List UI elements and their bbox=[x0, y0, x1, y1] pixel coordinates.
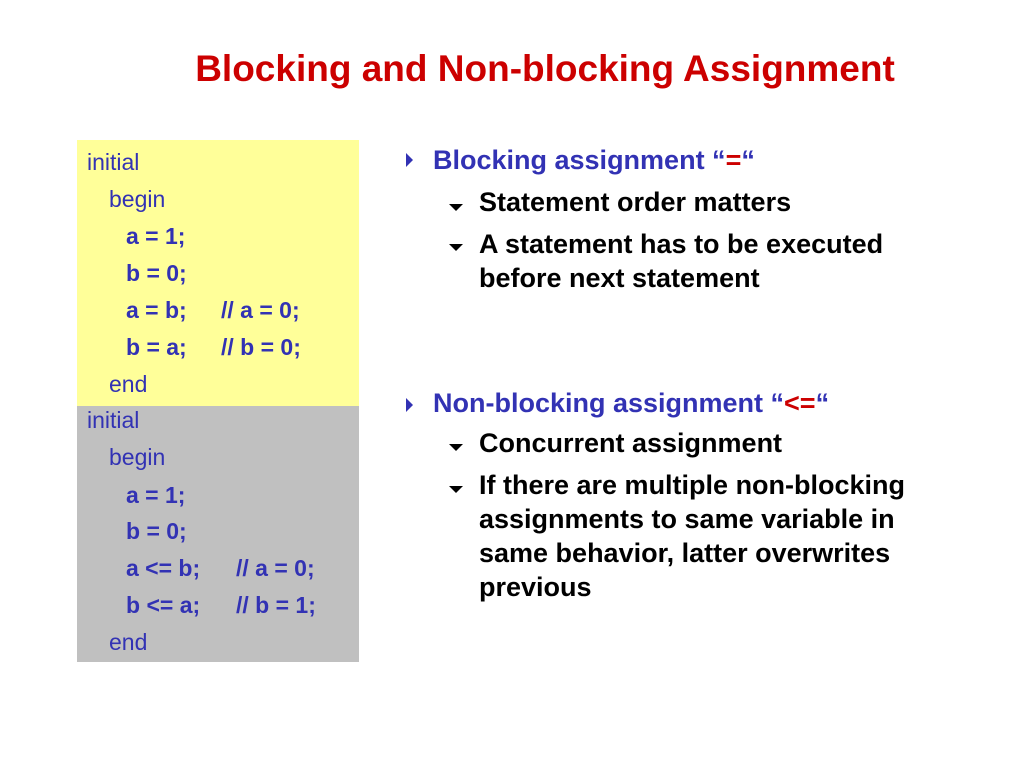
sub-bullet-arrow-icon bbox=[449, 204, 463, 211]
blocking-code-panel bbox=[77, 140, 359, 406]
operator-text: <= bbox=[784, 388, 816, 418]
code-line-end: end bbox=[109, 629, 148, 655]
code-line-statement: b = 0; bbox=[126, 518, 187, 544]
quote-text: “ bbox=[815, 388, 830, 418]
sub-bullet: Statement order matters bbox=[479, 187, 792, 217]
slide-title: Blocking and Non-blocking Assignment bbox=[195, 48, 895, 89]
nonblocking-code-panel bbox=[77, 406, 359, 662]
operator-text: = bbox=[725, 145, 742, 175]
bullet-arrow-icon bbox=[406, 398, 413, 412]
code-comment: // b = 0; bbox=[221, 334, 301, 360]
sub-bullet: If there are multiple non-blocking assignments to same variable in same behavior, latter overwrites previous bbox=[479, 470, 906, 602]
code-line-statement: a = 1; bbox=[126, 482, 186, 508]
sub-bullet-arrow-icon bbox=[449, 486, 463, 493]
sub-bullet-arrow-icon bbox=[449, 444, 463, 451]
code-line-statement: b = 0; bbox=[126, 260, 187, 286]
bullet-heading-text: Non-blocking assignment “ bbox=[433, 388, 785, 418]
sub-bullet: A statement has to be executed before next statement bbox=[479, 229, 884, 293]
code-line-statement: b = a; bbox=[126, 334, 187, 360]
code-line-statement: b <= a; bbox=[126, 592, 201, 618]
code-line-statement: a = b; bbox=[126, 297, 187, 323]
code-comment: // b = 1; bbox=[236, 592, 316, 618]
code-line-statement: a <= b; bbox=[126, 555, 201, 581]
code-line-initial: initial bbox=[87, 407, 140, 433]
code-comment: // a = 0; bbox=[221, 297, 300, 323]
bullet-heading-text: Blocking assignment “ bbox=[433, 145, 726, 175]
code-line-end: end bbox=[109, 371, 148, 397]
quote-text: “ bbox=[741, 145, 755, 175]
code-line-begin: begin bbox=[109, 444, 166, 470]
code-line-statement: a = 1; bbox=[126, 223, 186, 249]
code-line-initial: initial bbox=[87, 149, 140, 175]
sub-bullet: Concurrent assignment bbox=[479, 428, 783, 458]
sub-bullet-arrow-icon bbox=[449, 244, 463, 251]
code-comment: // a = 0; bbox=[236, 555, 315, 581]
code-line-begin: begin bbox=[109, 186, 166, 212]
bullet-arrow-icon bbox=[406, 153, 413, 167]
